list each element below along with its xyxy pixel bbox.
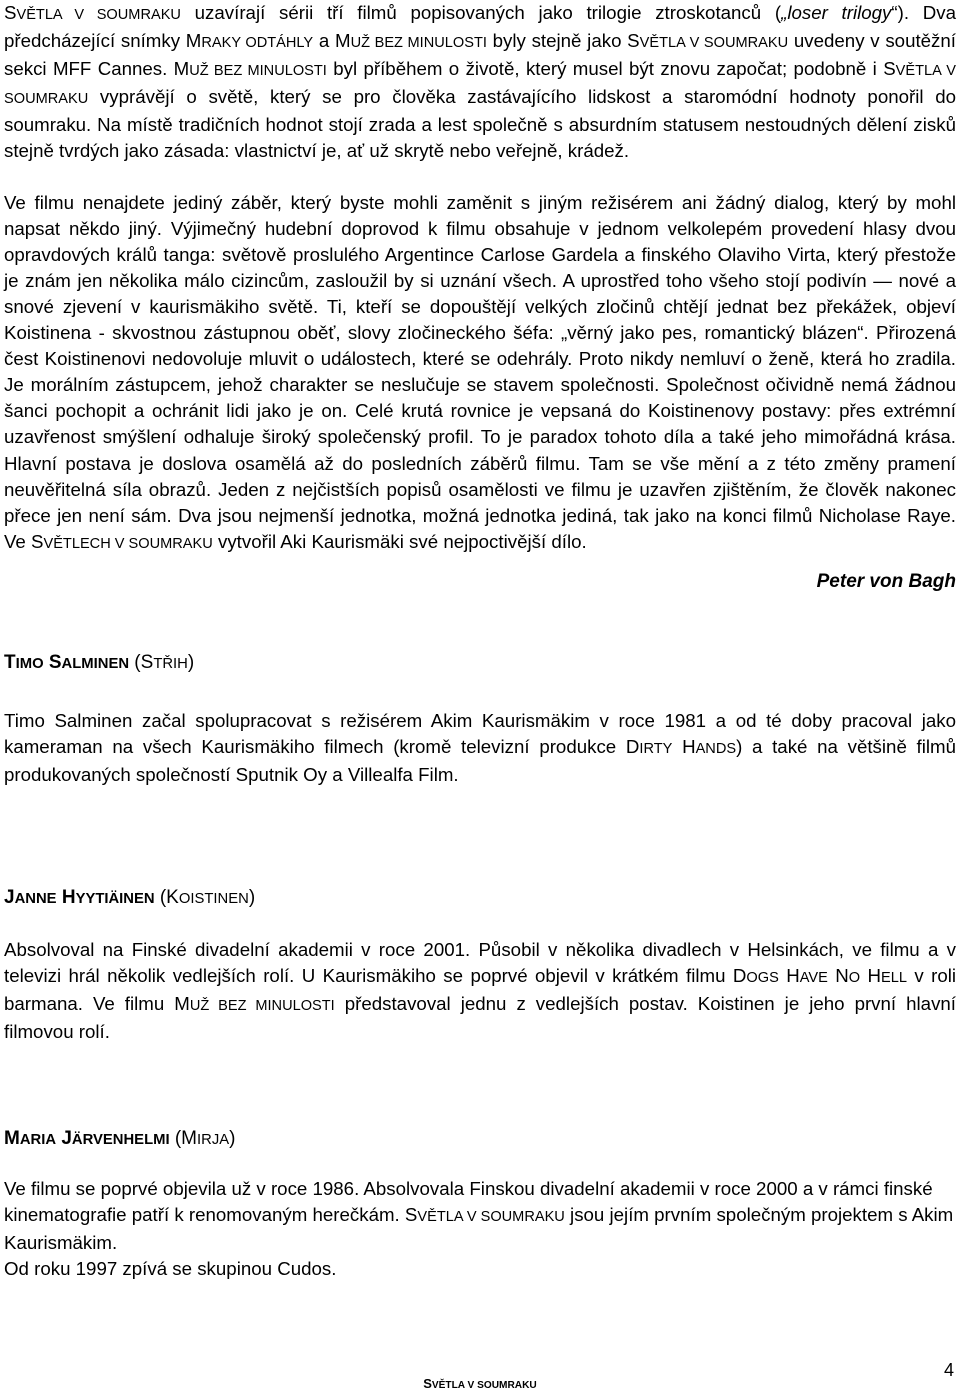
- film-title-smallcaps: UŽ BEZ MINULOSTI: [189, 63, 327, 80]
- review-section: [4, 0, 956, 593]
- review-paragraph-1: [4, 0, 956, 165]
- text: ): [248, 887, 256, 908]
- review-paragraph-2: [4, 190, 956, 557]
- text: (S: [129, 652, 154, 673]
- text: ): [229, 1128, 236, 1149]
- role-smallcaps: OISTINEN: [178, 891, 249, 907]
- hyytiainen-bio: Absolvoval na Finské divadelní akademii v roce 2001. Působil v několika divadlech v Helsinkách, ve filmu a v televizi hrál několik vedlejších rolí. U Kaurismäkiho se poprvé objevil v krátkém filmu DOGS HAVE NO HELL v roli barmana. Ve filmu MUŽ BEZ MINULOSTI představoval jednu z vedlejších postav. Koistinen je jeho první hlavní filmovou rolí.: [4, 939, 957, 1043]
- text: uzavírají sérii tří filmů popisovaných jako trilogie ztroskotanců (: [180, 2, 782, 23]
- text: S: [4, 2, 17, 23]
- section-heading: [4, 1128, 956, 1150]
- text: ): [187, 652, 195, 673]
- film-title-smallcaps: VĚTLA V SOUMRAKU: [639, 35, 789, 52]
- review-signature: Peter von Bagh: [816, 570, 956, 592]
- text: (M: [169, 1128, 198, 1149]
- text: a M: [313, 30, 351, 52]
- section-heading: [4, 887, 956, 909]
- text: uvedeny v soutěžní sekci MFF Cannes. M: [4, 30, 956, 80]
- page-number: 4: [943, 1360, 954, 1380]
- salminen-section: [4, 652, 956, 788]
- film-title-smallcaps: VĚTLA V SOUMRAKU: [16, 7, 181, 23]
- person-name: MARIA JÄRVENHELMI: [4, 1128, 170, 1149]
- film-title-smallcaps: VĚTLA V SOUMRAKU: [4, 63, 956, 108]
- text: vytvořil Aki Kaurismäki své nejpoctivější dílo.: [212, 530, 587, 552]
- film-title-smallcaps: UŽ BEZ MINULOSTI: [350, 35, 487, 52]
- text: vyprávějí o světě, který se pro člověka zastávajícího lidskost a staromódní hodnoty ponořil do soumraku. Na místě tradičních hodnot stojí zrada a lest společně s absurdním statusem nestoudných dělení zisků stejně tvrdých jako zásada: vlastnictví je, ať už skrytě nebo veřejně, krádež.: [4, 86, 956, 162]
- role-smallcaps: TŘIH: [153, 656, 188, 672]
- text: (K: [154, 887, 179, 908]
- section-heading: [4, 652, 956, 674]
- film-title-smallcaps: VĚTLECH V SOUMRAKU: [43, 535, 213, 552]
- jarvenhelmi-bio: Ve filmu se poprvé objevila už v roce 1986. Absolvovala Finskou divadelní akademii v roce 2000 a v rámci finské kinematografie patří k renomovaným herečkám. SVĚTLA V SOUMRAKU jsou jejím prvním společným projektem s Akim Kaurismäkim. Od roku 1997 zpívá se skupinou Cudos.: [4, 1178, 954, 1280]
- text: byly stejně jako S: [486, 30, 640, 52]
- page-footer: SVĚTLA V SOUMRAKU: [423, 1376, 537, 1391]
- text: byl příběhem o životě, který musel být znovu započat; podobně i S: [326, 58, 896, 80]
- jarvenhelmi-section: [4, 1128, 956, 1282]
- text: Ve filmu nenajdete jediný záběr, který byste mohli zaměnit s jiným režisérem ani žádný dialog, který by mohl napsat někdo jiný. Výjimečný hudební doprovod k filmu obsahuje v jednom velkolepém provedení hlasy dvou opravdových králů tanga: světově proslulého Argentince Carlose Gardela a finského Olaviho Virta, který přestože je znám jen několika málo cizincům, zasloužil by si uznání všech. A uprostřed toho všeho stojí podivín — nové a snové zjevení v kaurismäkiho světě. Ti, kteří se dopouštějí velkých zločinů chtějí jednat bez překážek, objeví Koistinena - skvostnou zástupnou oběť, slovy zločineckého šéfa: „věrný jako pes, romantický blázen“. Přirozená čest Koistinenovi nedovoluje mluvit o událostech, které se odehrály. Proto nikdy nemluví o ženě, která ho zradila. Je morálním zástupcem, jehož charakter se neslučuje se stavem společnosti. Společnost očividně nemá žádnou šanci pochopit a ochránit lidi jako je on. Celé krutá rovnice je vepsaná do Koistinenovy postavy: přes extrémní uzavřenost smýšlení odhaluje široký společenský profil. To je paradox tohoto díla a také jeho mimořádná krása. Hlavní postava je doslova osamělá až do posledních záběrů filmu. Tam se vše mění a z této změny pramení neuvěřitelná síla obrazů. Jeden z nejčistších popisů osamělosti ve filmu je uzavřen zjištěním, že člověk nakonec přece jen není sám. Dva jsou nejmenší jednotka, možná jednotka jediná, tak jako na konci filmů Nicholase Raye. Ve S: [4, 191, 956, 552]
- film-title-smallcaps: RAKY ODTÁHLY: [201, 35, 314, 52]
- italic-quote: „loser trilogy: [781, 2, 892, 23]
- text: “). Dva předcházející snímky M: [4, 2, 956, 52]
- salminen-bio: Timo Salminen začal spolupracovat s režisérem Akim Kaurismäkim v roce 1981 a od té doby pracoval jako kameraman na všech Kaurismäkiho filmech (kromě televizní produkce DIRTY HANDS) a také na většině filmů produkovaných společností Sputnik Oy a Villealfa Film.: [4, 710, 957, 786]
- person-name: JANNE HYYTIÄINEN: [4, 887, 155, 908]
- hyytiainen-section: [4, 887, 956, 1045]
- person-name: TIMO SALMINEN: [4, 652, 130, 673]
- role-smallcaps: IRJA: [197, 1132, 230, 1148]
